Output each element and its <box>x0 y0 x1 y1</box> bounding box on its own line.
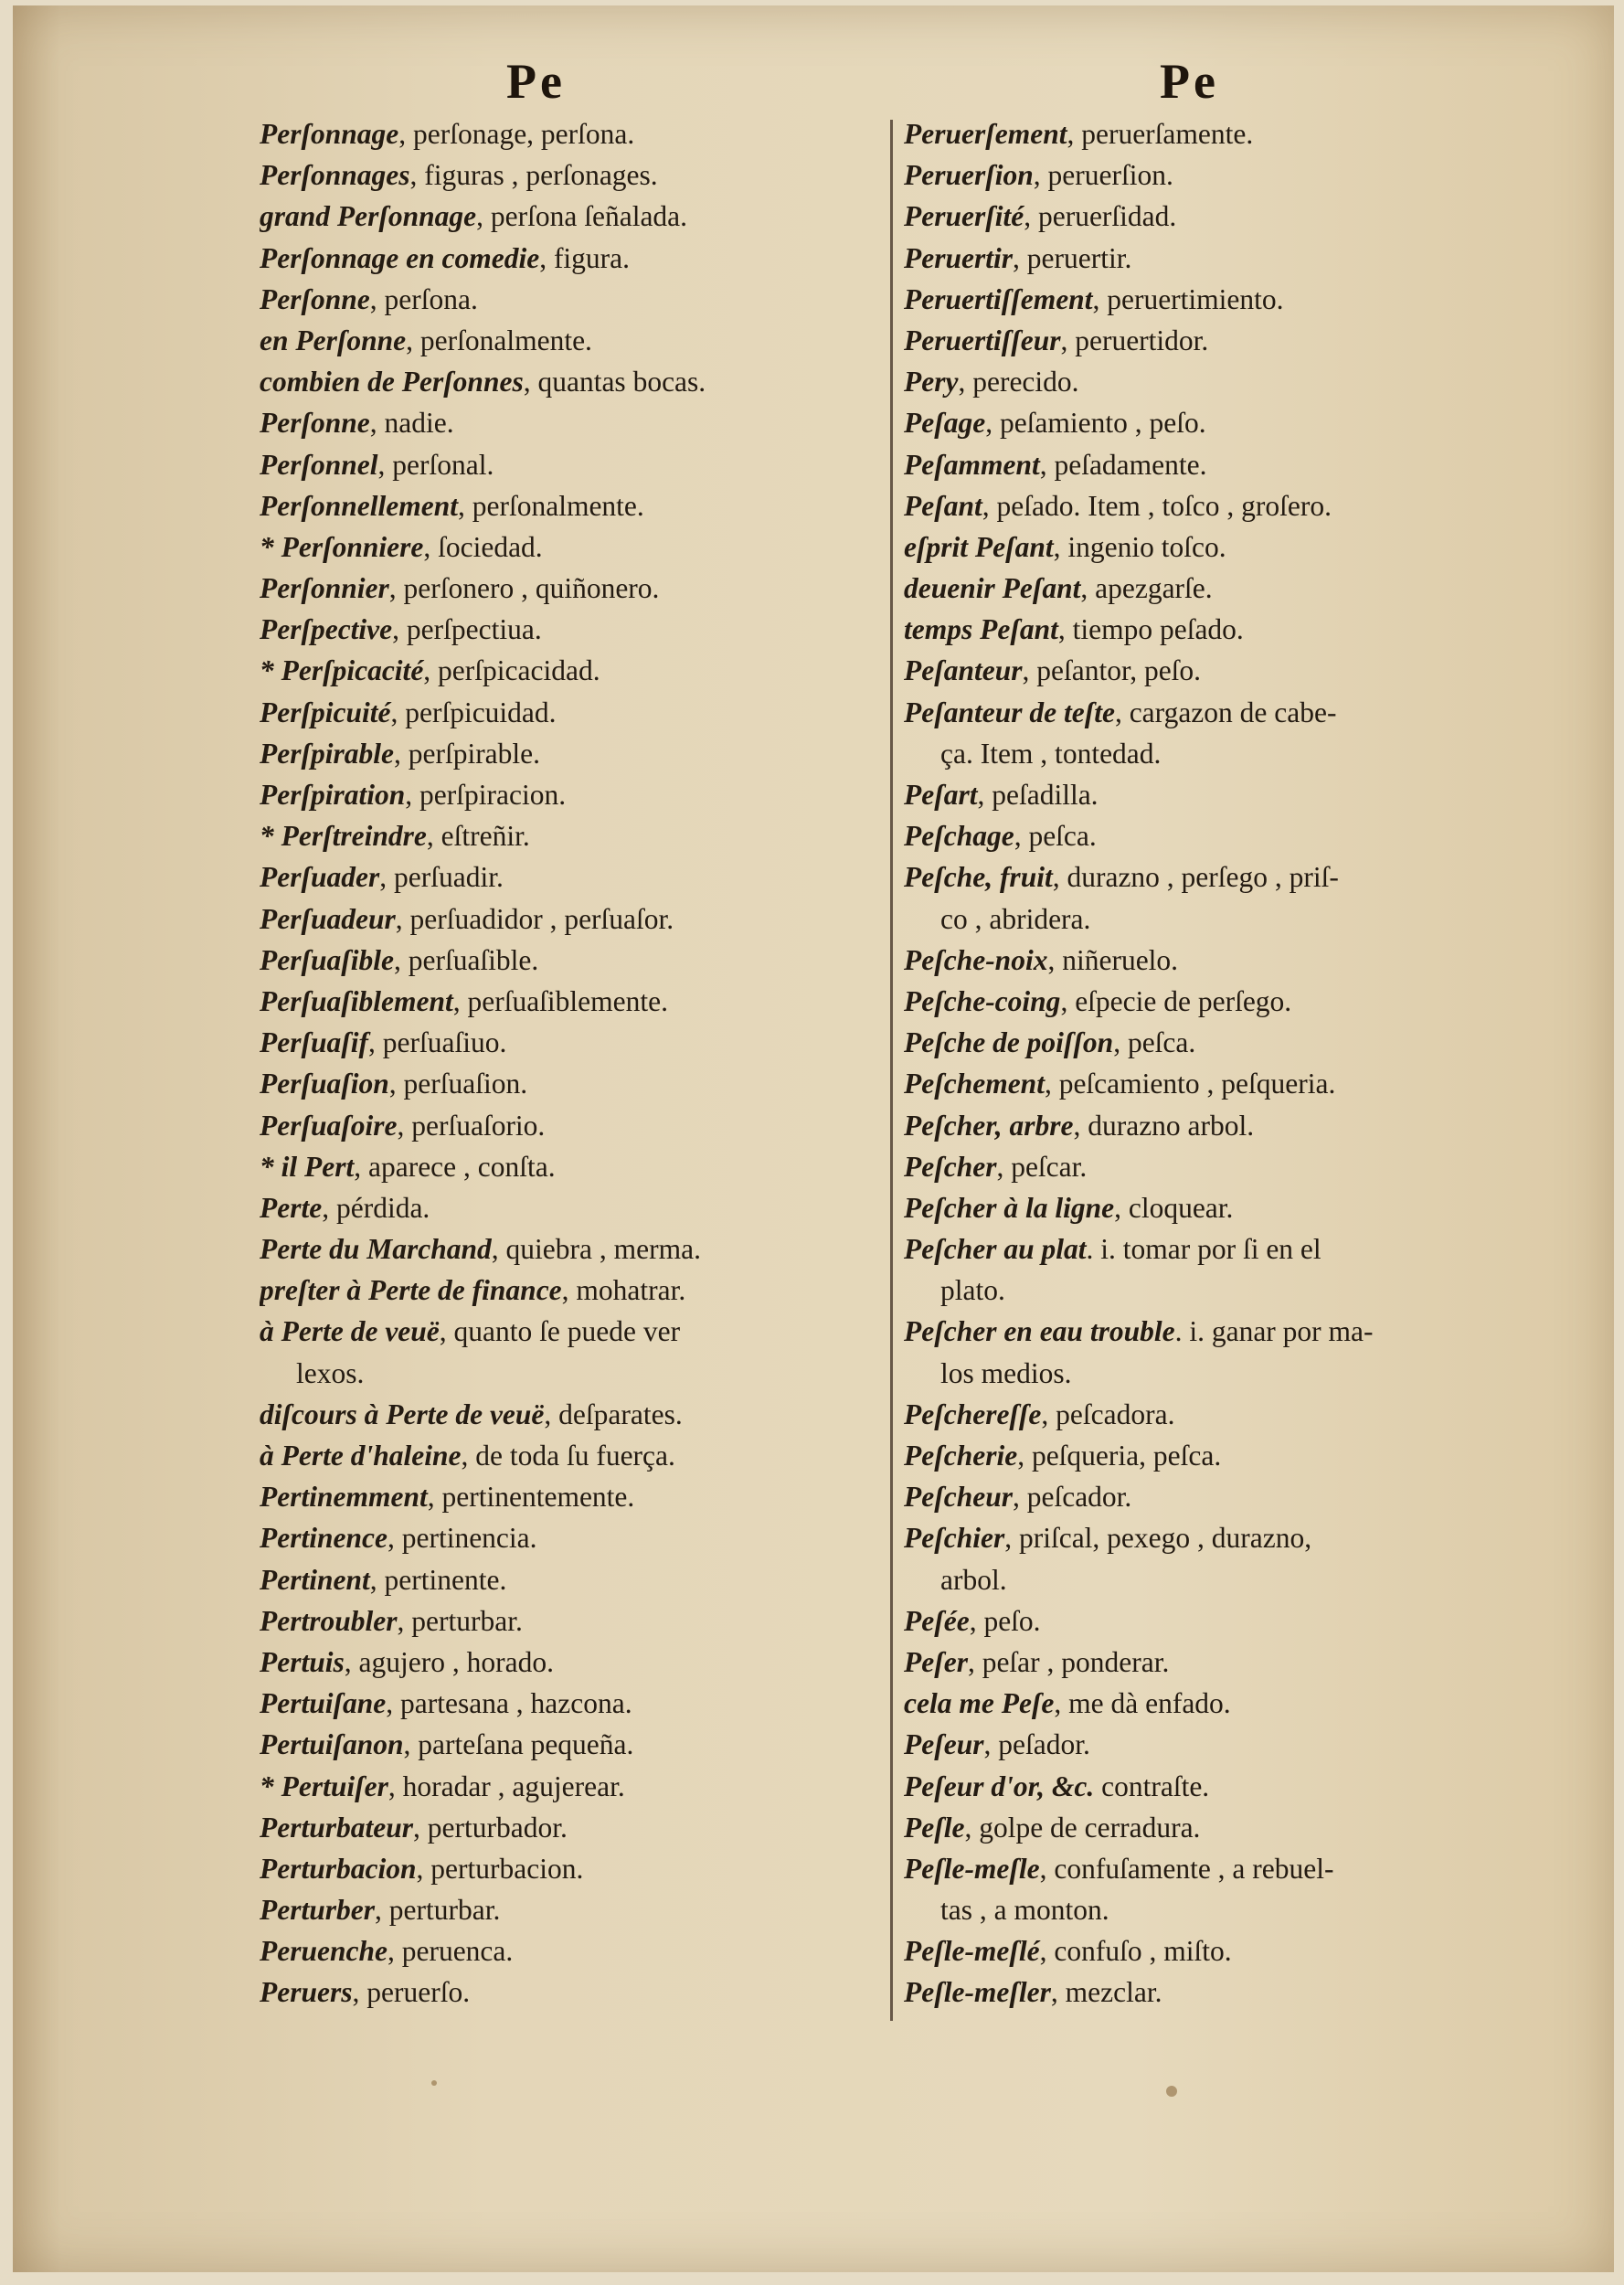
entry-continuation <box>904 733 1534 774</box>
dictionary-entry <box>904 1724 1534 1765</box>
dictionary-entry <box>904 526 1534 568</box>
entry-translation: , apezgarſe. <box>1080 572 1213 605</box>
dictionary-entry <box>260 485 890 526</box>
dictionary-entry <box>260 1311 890 1352</box>
entry-headword: Perte du Marchand <box>260 1233 492 1266</box>
entry-headword: Peſée <box>904 1604 970 1637</box>
entry-headword: cela me Peſe <box>904 1687 1055 1720</box>
entry-translation: , perſona. <box>369 282 478 315</box>
dictionary-entry <box>904 113 1534 154</box>
entry-headword: Pertinence <box>260 1522 387 1555</box>
dictionary-entry <box>904 485 1534 526</box>
dictionary-entry <box>260 1105 890 1146</box>
dictionary-entry <box>260 444 890 485</box>
entry-headword: Peruers <box>260 1976 353 2009</box>
dictionary-entry <box>904 650 1534 691</box>
entry-continuation <box>904 1270 1534 1311</box>
dictionary-entry <box>260 1228 890 1270</box>
entry-translation: , eſpecie de perſego. <box>1060 984 1292 1017</box>
entry-translation: , peſador. <box>983 1728 1090 1761</box>
dictionary-entry <box>260 568 890 609</box>
entry-headword: Peſanteur de teſte <box>904 696 1115 728</box>
entry-headword: Peſanteur <box>904 654 1023 687</box>
book-page <box>13 5 1614 2272</box>
entry-headword: en Perſonne <box>260 324 407 356</box>
entry-translation: , peſadamente. <box>1039 448 1207 481</box>
entry-headword: Peſamment <box>904 448 1040 481</box>
dictionary-entry <box>904 1146 1534 1187</box>
entry-translation: , quantas bocas. <box>523 366 706 399</box>
dictionary-entry <box>260 774 890 815</box>
entry-translation: , parteſana pequeña. <box>403 1728 634 1761</box>
entry-translation: co , abridera. <box>940 902 1091 935</box>
entry-headword: combien de Perſonnes <box>260 366 524 399</box>
entry-headword: * il Pert <box>260 1150 355 1183</box>
entry-translation: , perſonage, perſona. <box>398 118 635 150</box>
entry-translation: , peruenca. <box>387 1935 514 1968</box>
dictionary-entry <box>260 1517 890 1558</box>
entry-headword: Perturbacion <box>260 1852 417 1885</box>
dictionary-entry <box>260 692 890 733</box>
entry-headword: diſcours à Perte de veuë <box>260 1398 545 1430</box>
entry-translation: contraſte. <box>1094 1770 1210 1802</box>
dictionary-entry <box>260 1642 890 1683</box>
entry-headword: Perſonnier <box>260 572 389 605</box>
entry-headword: Peſche de poiſſon <box>904 1026 1114 1059</box>
dictionary-entry <box>904 1435 1534 1476</box>
entry-headword: Perſonnellement <box>260 489 458 522</box>
entry-translation: , deſparates. <box>544 1398 683 1430</box>
dictionary-entry <box>904 1228 1534 1270</box>
entry-continuation <box>904 1559 1534 1600</box>
entry-translation: , aparece , conſta. <box>354 1150 556 1183</box>
entry-translation: , figuras , perſonages. <box>409 159 658 192</box>
entry-headword: Perſpective <box>260 613 393 646</box>
entry-translation: , quiebra , merma. <box>491 1233 701 1266</box>
entry-translation: , perſuaſion. <box>388 1068 528 1100</box>
dictionary-entry <box>904 1600 1534 1642</box>
entry-headword: Pertroubler <box>260 1604 398 1637</box>
entry-translation: , figura. <box>539 241 631 274</box>
entry-headword: Peſche, fruit <box>904 861 1053 894</box>
dictionary-entry <box>904 444 1534 485</box>
dictionary-entry <box>904 609 1534 650</box>
header-left: Pe <box>506 54 566 109</box>
entry-translation: , peruerſo. <box>352 1976 471 2009</box>
entry-translation: , peſadilla. <box>977 779 1099 811</box>
entry-translation: , de toda ſu fuerça. <box>461 1440 675 1472</box>
ink-speck <box>1166 2086 1177 2097</box>
dictionary-entry <box>260 1971 890 2013</box>
entry-translation: , mezclar. <box>1050 1976 1162 2009</box>
entry-headword: Peſcher en eau trouble <box>904 1315 1175 1348</box>
entry-headword: Pertuiſanon <box>260 1728 404 1761</box>
dictionary-entry <box>904 1807 1534 1848</box>
dictionary-entry <box>260 815 890 856</box>
entry-translation: , peſcador. <box>1012 1481 1132 1514</box>
entry-translation: , peruerſion. <box>1033 159 1173 192</box>
dictionary-entry <box>260 650 890 691</box>
entry-translation: , mohatrar. <box>561 1274 686 1307</box>
entry-translation: , priſcal, pexego , durazno, <box>1004 1522 1312 1555</box>
entry-headword: Peſle-meſler <box>904 1976 1051 2009</box>
entry-translation: , quanto ſe puede ver <box>439 1315 681 1348</box>
dictionary-entry <box>260 609 890 650</box>
entry-translation: , confuſamente , a rebuel- <box>1039 1852 1334 1885</box>
dictionary-entry <box>904 1311 1534 1352</box>
entry-translation: , partesana , hazcona. <box>386 1687 632 1720</box>
entry-headword: Perſonne <box>260 407 370 440</box>
entry-headword: eſprit Peſant <box>904 530 1054 563</box>
entry-translation: , perſonalmente. <box>457 489 644 522</box>
entry-translation: , perſonalmente. <box>406 324 592 356</box>
header-right: Pe <box>1160 54 1219 109</box>
entry-headword: grand Perſonnage <box>260 200 477 233</box>
entry-headword: temps Peſant <box>904 613 1058 646</box>
entry-headword: Peſcher, arbre <box>904 1109 1074 1142</box>
entry-headword: Perſonnel <box>260 448 378 481</box>
entry-translation: , cargazon de cabe- <box>1114 696 1337 728</box>
entry-headword: Perſonne <box>260 282 370 315</box>
entry-translation: , peruerſamente. <box>1067 118 1254 150</box>
entry-headword: * Perſpicacité <box>260 654 424 687</box>
entry-translation: , peruertidor. <box>1060 324 1209 356</box>
dictionary-entry <box>904 154 1534 196</box>
dictionary-entry <box>904 1476 1534 1517</box>
dictionary-entry <box>260 113 890 154</box>
entry-headword: Perſuader <box>260 861 380 894</box>
entry-translation: , peſado. Item , toſco , groſero. <box>982 489 1332 522</box>
entry-headword: Perſuadeur <box>260 902 396 935</box>
entry-translation: , perſuadir. <box>379 861 504 894</box>
entry-translation: , horadar , agujerear. <box>387 1770 625 1802</box>
entry-headword: Pertinent <box>260 1563 370 1596</box>
entry-translation: lexos. <box>296 1356 365 1389</box>
entry-translation: , perſonal. <box>377 448 494 481</box>
entry-headword: Peruertir <box>904 241 1014 274</box>
running-headers <box>13 53 1614 117</box>
entry-headword: Peſche-coing <box>904 984 1061 1017</box>
entry-headword: Peruerſité <box>904 200 1024 233</box>
entry-headword: Perſpicuité <box>260 696 391 728</box>
entry-headword: Peſche-noix <box>904 943 1048 976</box>
entry-translation: , peſcamiento , peſqueria. <box>1044 1068 1336 1100</box>
dictionary-entry <box>904 1848 1534 1889</box>
entry-headword: Peruerſement <box>904 118 1067 150</box>
entry-headword: Peruertiſſement <box>904 282 1093 315</box>
entry-translation: , me dà enfado. <box>1054 1687 1231 1720</box>
entry-translation: , perſuaſorio. <box>397 1109 546 1142</box>
dictionary-entry <box>260 238 890 279</box>
dictionary-entry <box>904 402 1534 443</box>
entry-translation: , perſpicuidad. <box>390 696 557 728</box>
dictionary-entry <box>260 1063 890 1104</box>
entry-headword: Perte <box>260 1191 323 1224</box>
entry-translation: ça. Item , tontedad. <box>940 737 1162 770</box>
dictionary-entry <box>260 1559 890 1600</box>
entry-translation: , tiempo peſado. <box>1057 613 1244 646</box>
entry-translation: , perſuaſiblemente. <box>452 984 668 1017</box>
entry-headword: à Perte d'haleine <box>260 1440 462 1472</box>
entry-translation: tas , a monton. <box>940 1894 1109 1927</box>
entry-headword: * Perſonniere <box>260 530 424 563</box>
dictionary-entry <box>260 981 890 1022</box>
entry-translation: , perſpiracion. <box>405 779 567 811</box>
entry-translation: . i. ganar por ma- <box>1174 1315 1374 1348</box>
entry-headword: deuenir Peſant <box>904 572 1081 605</box>
entry-headword: Peſcher <box>904 1150 997 1183</box>
column-divider <box>890 120 893 2021</box>
entry-headword: Peſchement <box>904 1068 1045 1100</box>
entry-translation: , niñeruelo. <box>1047 943 1179 976</box>
ink-speck <box>431 2080 437 2086</box>
entry-continuation <box>904 1889 1534 1930</box>
entry-translation: , peſamiento , peſo. <box>985 407 1206 440</box>
entry-headword: Pery <box>904 366 959 399</box>
entry-translation: , perturbador. <box>413 1811 568 1844</box>
dictionary-entry <box>260 361 890 402</box>
dictionary-entry <box>260 1930 890 1971</box>
dictionary-entry <box>904 1683 1534 1724</box>
entry-headword: Peſcher au plat <box>904 1233 1087 1266</box>
dictionary-entry <box>260 1683 890 1724</box>
entry-headword: Perturber <box>260 1894 375 1927</box>
dictionary-entry <box>260 1270 890 1311</box>
entry-translation: , nadie. <box>369 407 454 440</box>
entry-translation: , peruertimiento. <box>1092 282 1284 315</box>
dictionary-entry <box>904 856 1534 898</box>
entry-headword: Perſuaſible <box>260 943 394 976</box>
entry-translation: , cloquear. <box>1114 1191 1234 1224</box>
entry-translation: , perſona ſeñalada. <box>476 200 688 233</box>
entry-headword: Peſchereſſe <box>904 1398 1042 1430</box>
dictionary-entry <box>904 1930 1534 1971</box>
entry-translation: , peruerſidad. <box>1024 200 1177 233</box>
entry-translation: , peſca. <box>1014 820 1097 853</box>
dictionary-entry <box>904 1971 1534 2013</box>
entry-translation: , pertinente. <box>369 1563 507 1596</box>
dictionary-entry <box>904 1105 1534 1146</box>
entry-headword: Peſeur <box>904 1728 984 1761</box>
entry-headword: Peſage <box>904 407 986 440</box>
entry-translation: , perſpirable. <box>393 737 541 770</box>
dictionary-entry <box>260 1724 890 1765</box>
entry-translation: los medios. <box>940 1356 1072 1389</box>
dictionary-entry <box>260 1146 890 1187</box>
entry-translation: , pertinencia. <box>387 1522 537 1555</box>
dictionary-entry <box>260 898 890 940</box>
dictionary-entry <box>260 1476 890 1517</box>
entry-headword: Peſcher à la ligne <box>904 1191 1115 1224</box>
entry-translation: , peſqueria, peſca. <box>1017 1440 1222 1472</box>
entry-headword: Perſuaſion <box>260 1068 389 1100</box>
entry-headword: Perturbateur <box>260 1811 414 1844</box>
entry-headword: Peſer <box>904 1645 968 1678</box>
entry-translation: , golpe de cerradura. <box>964 1811 1201 1844</box>
right-column <box>904 113 1534 2014</box>
entry-translation: , perſpectiua. <box>392 613 542 646</box>
entry-translation: , peruertir. <box>1013 241 1132 274</box>
dictionary-entry <box>904 1063 1534 1104</box>
entry-headword: Peſle-meſle <box>904 1852 1040 1885</box>
entry-headword: Perſuaſoire <box>260 1109 398 1142</box>
dictionary-entry <box>904 1022 1534 1063</box>
entry-translation: , perturbar. <box>375 1894 501 1927</box>
entry-translation: , durazno arbol. <box>1073 1109 1255 1142</box>
entry-translation: , peſantor, peſo. <box>1022 654 1202 687</box>
entry-headword: Peſcheur <box>904 1481 1013 1514</box>
entry-translation: , pérdida. <box>322 1191 430 1224</box>
entry-headword: Pertuiſane <box>260 1687 387 1720</box>
entry-headword: Peruertiſſeur <box>904 324 1061 356</box>
entry-headword: Perſonnages <box>260 159 410 192</box>
entry-headword: Peſart <box>904 779 978 811</box>
entry-translation: plato. <box>940 1274 1005 1307</box>
dictionary-entry <box>904 774 1534 815</box>
entry-translation: , confuſo , miſto. <box>1039 1935 1232 1968</box>
entry-translation: . i. tomar por ſi en el <box>1086 1233 1321 1266</box>
dictionary-entry <box>904 196 1534 237</box>
entry-headword: Peſeur d'or, &c. <box>904 1770 1095 1802</box>
entry-headword: Peruerſion <box>904 159 1034 192</box>
dictionary-entry <box>260 402 890 443</box>
dictionary-entry <box>260 1848 890 1889</box>
entry-continuation <box>260 1353 890 1394</box>
dictionary-entry <box>260 1766 890 1807</box>
dictionary-entry <box>904 279 1534 320</box>
entry-translation: , perſuaſiuo. <box>367 1026 507 1059</box>
entry-translation: , perturbacion. <box>416 1852 584 1885</box>
entry-translation: , peſcadora. <box>1041 1398 1175 1430</box>
dictionary-entry <box>904 320 1534 361</box>
dictionary-entry <box>904 1766 1534 1807</box>
dictionary-entry <box>260 856 890 898</box>
dictionary-entry <box>904 815 1534 856</box>
entry-translation: , peſcar. <box>996 1150 1088 1183</box>
entry-translation: , peſca. <box>1113 1026 1196 1059</box>
entry-headword: Perſonnage en comedie <box>260 241 540 274</box>
entry-headword: Peſle-meſlé <box>904 1935 1040 1968</box>
dictionary-entry <box>260 279 890 320</box>
entry-headword: Perſpirable <box>260 737 394 770</box>
dictionary-entry <box>260 1394 890 1435</box>
entry-headword: Perſpiration <box>260 779 406 811</box>
entry-headword: Perſuaſiblement <box>260 984 453 1017</box>
entry-continuation <box>904 1353 1534 1394</box>
entry-translation: , perſpicacidad. <box>423 654 600 687</box>
entry-translation: , pertinentemente. <box>427 1481 635 1514</box>
entry-headword: Perſonnage <box>260 118 399 150</box>
entry-translation: , perſuaſible. <box>393 943 539 976</box>
entry-headword: Peſchage <box>904 820 1014 853</box>
dictionary-entry <box>904 361 1534 402</box>
dictionary-entry <box>260 1807 890 1848</box>
entry-translation: , ſociedad. <box>423 530 543 563</box>
entry-translation: , eſtreñir. <box>426 820 530 853</box>
entry-headword: Pertinemment <box>260 1481 428 1514</box>
entry-headword: à Perte de veuë <box>260 1315 440 1348</box>
entry-headword: * Pertuiſer <box>260 1770 388 1802</box>
entry-translation: , agujero , horado. <box>344 1645 554 1678</box>
dictionary-entry <box>260 1022 890 1063</box>
dictionary-entry <box>260 1889 890 1930</box>
dictionary-entry <box>904 981 1534 1022</box>
entry-translation: , durazno , perſego , priſ- <box>1052 861 1339 894</box>
entry-translation: arbol. <box>940 1563 1007 1596</box>
left-column <box>260 113 890 2014</box>
entry-translation: , peſo. <box>969 1604 1041 1637</box>
entry-headword: * Perſtreindre <box>260 820 427 853</box>
dictionary-entry <box>904 940 1534 981</box>
dictionary-entry <box>904 692 1534 733</box>
dictionary-entry <box>260 1600 890 1642</box>
entry-translation: , perturbar. <box>397 1604 523 1637</box>
dictionary-entry <box>260 154 890 196</box>
dictionary-entry <box>904 238 1534 279</box>
dictionary-entry <box>260 733 890 774</box>
dictionary-entry <box>904 1187 1534 1228</box>
dictionary-entry <box>904 1517 1534 1558</box>
entry-headword: Perſuaſif <box>260 1026 368 1059</box>
entry-headword: Peſchier <box>904 1522 1005 1555</box>
entry-headword: preſter à Perte de finance <box>260 1274 562 1307</box>
entry-headword: Pertuis <box>260 1645 345 1678</box>
dictionary-entry <box>260 196 890 237</box>
dictionary-entry <box>260 1187 890 1228</box>
dictionary-entry <box>260 1435 890 1476</box>
entry-translation: , peſar , ponderar. <box>967 1645 1170 1678</box>
dictionary-entry <box>260 940 890 981</box>
entry-translation: , perſuadidor , perſuaſor. <box>395 902 674 935</box>
entry-headword: Peſcherie <box>904 1440 1018 1472</box>
entry-translation: , perecido. <box>958 366 1079 399</box>
entry-continuation <box>904 898 1534 940</box>
entry-headword: Peſle <box>904 1811 965 1844</box>
dictionary-entry <box>904 568 1534 609</box>
dictionary-entry <box>260 320 890 361</box>
dictionary-entry <box>904 1394 1534 1435</box>
entry-translation: , ingenio toſco. <box>1053 530 1226 563</box>
dictionary-entry <box>904 1642 1534 1683</box>
entry-headword: Peruenche <box>260 1935 387 1968</box>
entry-headword: Peſant <box>904 489 982 522</box>
entry-translation: , perſonero , quiñonero. <box>388 572 660 605</box>
dictionary-entry <box>260 526 890 568</box>
